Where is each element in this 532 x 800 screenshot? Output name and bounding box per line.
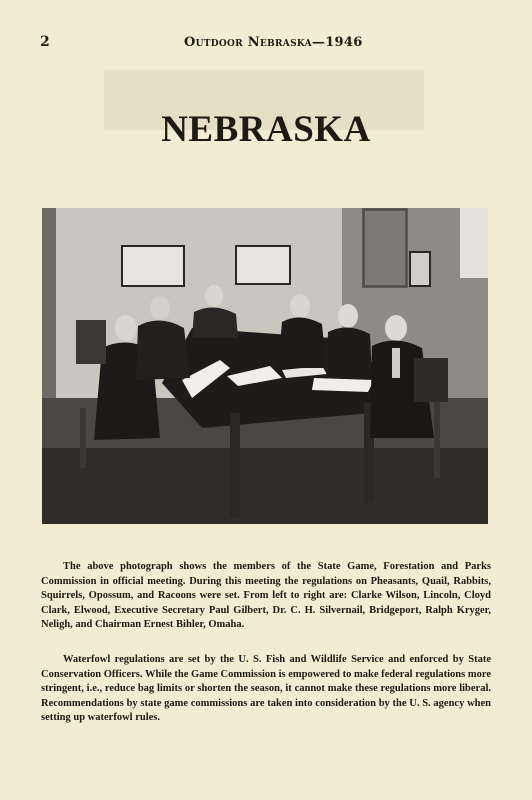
photo-illustration: [42, 208, 488, 524]
meeting-photograph: [42, 208, 488, 524]
page-title: NEBRASKA: [161, 109, 371, 150]
running-head: Outdoor Nebraska—1946: [184, 35, 363, 50]
caption-paragraph: The above photograph shows the members of the State Game, Forestation and Parks Commission in official meeting. During this meeting the regulations on Pheasants, Quail, Rabbits, Squirrels, Opossum, and Racoons were set. From left to right are: Clarke Wilson, Lincoln, Cloyd Clark, Elwood, Executive Secretary Paul Gilbert, Dr. C. H. Silvernail, Bridgeport, Ralph Kryger, Neligh, and Chairman Ernest Bihler, Omaha.: [41, 561, 491, 630]
waterfowl-paragraph: Waterfowl regulations are set by the U. S. Fish and Wildlife Service and enforced by State Conservation Officers. While the Game Commission is empowered to make federal regulations more stringent, i.e., reduce bag limits or shorten the season, it cannot make these regulations more liberal. Recommendations by state game commissions are taken into consideration by the U. S. agency when setting up waterfowl rules.: [41, 654, 491, 723]
page-number: 2: [40, 34, 50, 50]
